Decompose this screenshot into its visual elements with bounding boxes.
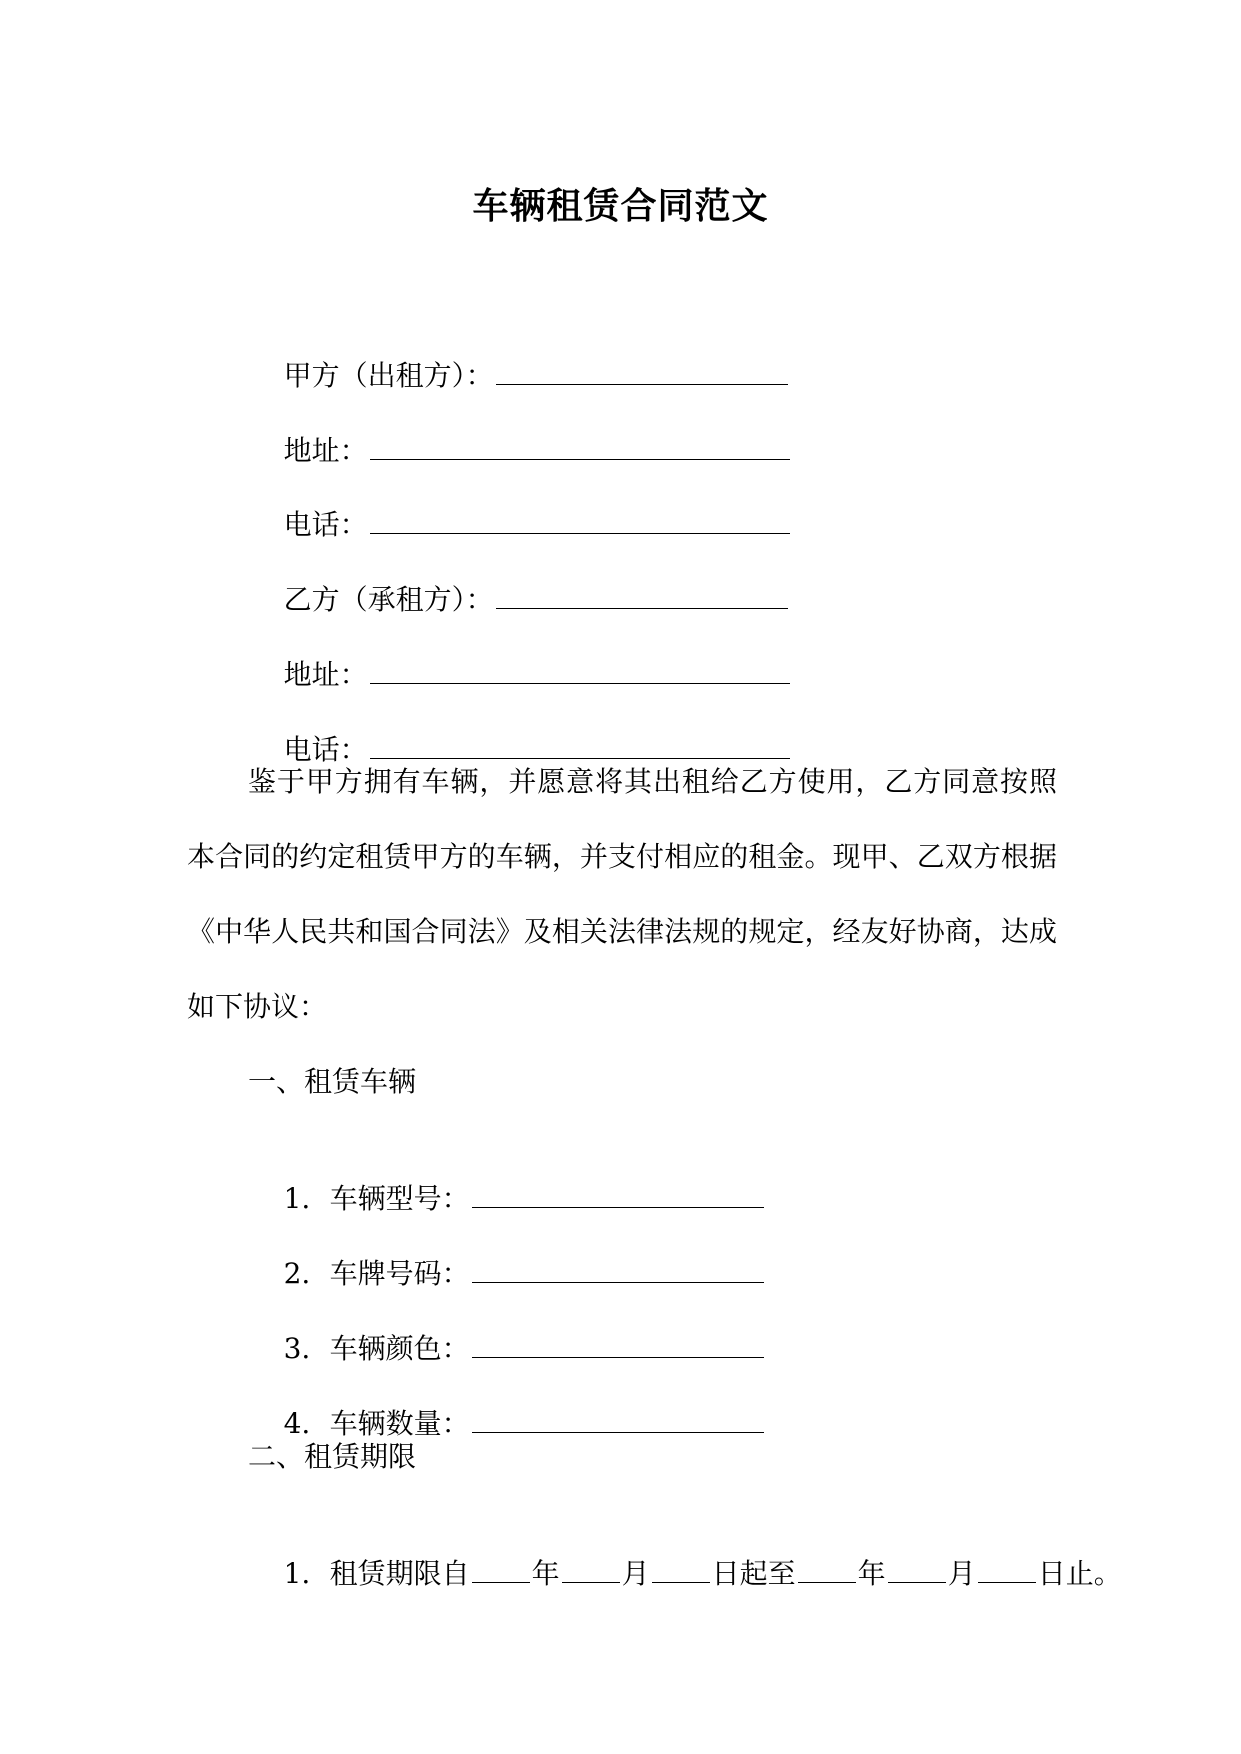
item-number: 1. — [283, 1182, 311, 1215]
end-day-blank[interactable] — [978, 1552, 1036, 1583]
vehicle-color-blank[interactable] — [472, 1327, 764, 1358]
document-title: 车辆租赁合同范文 — [472, 185, 769, 227]
party-b-label: 乙方（承租方）： — [283, 583, 494, 616]
start-year-label: 年 — [531, 1557, 560, 1590]
party-a-address-blank[interactable] — [370, 429, 790, 460]
preamble-paragraph: 鉴于甲方拥有车辆，并愿意将其出租给乙方使用，乙方同意按照本合同的约定租赁甲方的车辆，并支付相应的租金。现甲、乙双方根据《中华人民共和国合同法》及相关法律法规的规定，经友好协商，达成如下协议： — [187, 765, 1057, 1023]
party-b-phone-label: 电话： — [283, 733, 368, 766]
vehicle-color-label: 车辆颜色： — [329, 1332, 470, 1365]
section-1-heading: 一、租赁车辆 — [248, 1065, 417, 1098]
end-year-label: 年 — [857, 1557, 886, 1590]
start-month-label: 月 — [621, 1557, 650, 1590]
item-number: 2. — [283, 1257, 311, 1290]
vehicle-model-blank[interactable] — [472, 1177, 764, 1208]
lease-term-prefix: 租赁期限自 — [329, 1557, 470, 1590]
section-2-heading: 二、租赁期限 — [248, 1440, 417, 1473]
item-number: 3. — [283, 1332, 311, 1365]
vehicle-model-label: 车辆型号： — [329, 1182, 470, 1215]
start-day-blank[interactable] — [652, 1552, 710, 1583]
item-number: 4. — [283, 1407, 311, 1440]
party-a-phone-label: 电话： — [283, 508, 368, 541]
vehicle-count-blank[interactable] — [472, 1402, 764, 1433]
party-a-name-blank[interactable] — [496, 354, 788, 385]
start-month-blank[interactable] — [562, 1552, 620, 1583]
plate-number-label: 车牌号码： — [329, 1257, 470, 1290]
plate-number-blank[interactable] — [472, 1252, 764, 1283]
start-year-blank[interactable] — [472, 1552, 530, 1583]
item-number: 1. — [283, 1557, 311, 1590]
end-month-label: 月 — [947, 1557, 976, 1590]
party-b-address-blank[interactable] — [370, 653, 790, 684]
party-a-label: 甲方（出租方）： — [283, 359, 494, 392]
party-b-name-blank[interactable] — [496, 578, 788, 609]
end-day-label: 日止。 — [1037, 1557, 1122, 1590]
party-b-address-label: 地址： — [283, 658, 368, 691]
vehicle-count-label: 车辆数量： — [329, 1407, 470, 1440]
end-year-blank[interactable] — [798, 1552, 856, 1583]
lease-term-line — [248, 1512, 1122, 1634]
end-month-blank[interactable] — [888, 1552, 946, 1583]
party-a-address-label: 地址： — [283, 434, 368, 467]
party-a-phone-blank[interactable] — [370, 503, 790, 534]
start-day-label: 日起至 — [711, 1557, 796, 1590]
